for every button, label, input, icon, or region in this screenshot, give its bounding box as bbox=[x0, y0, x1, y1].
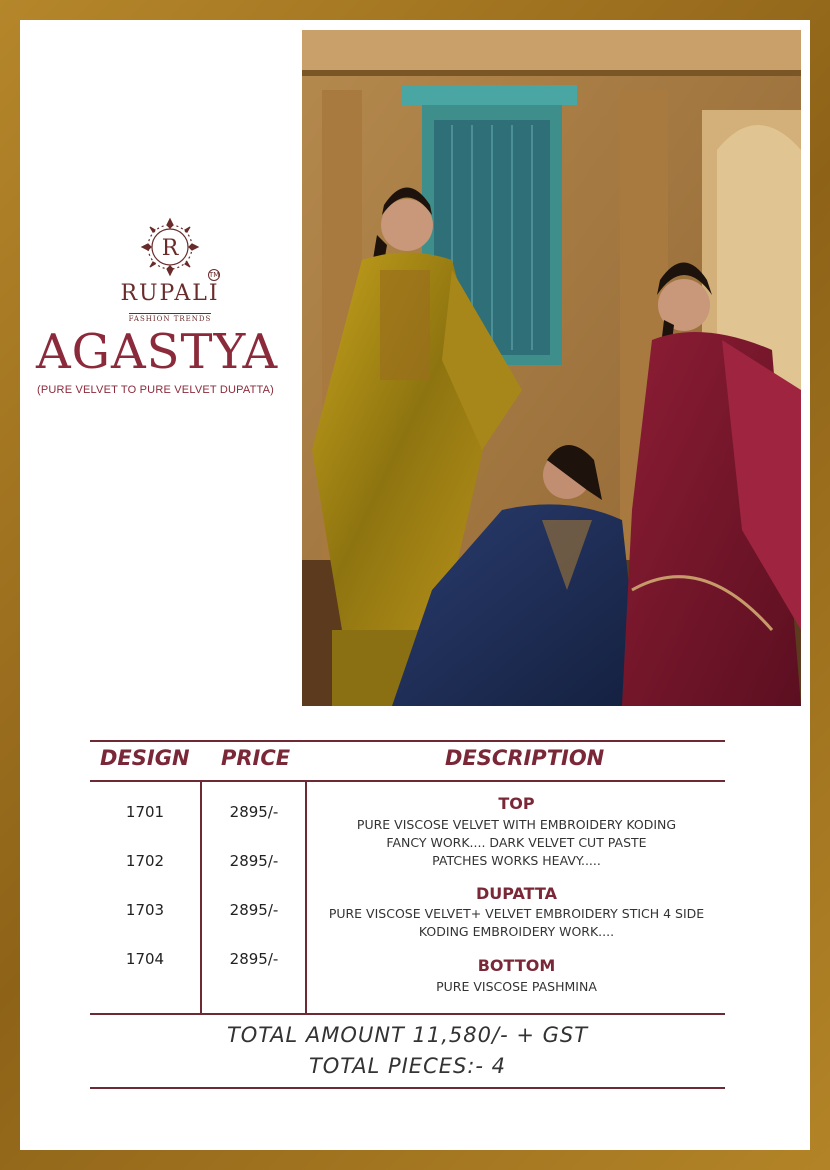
header-price: PRICE bbox=[221, 746, 291, 770]
table-row-design: 1702 bbox=[125, 852, 165, 870]
header-design: DESIGN bbox=[100, 746, 190, 770]
table-row-design: 1704 bbox=[125, 950, 165, 968]
brand-tagline: FASHION TRENDS bbox=[128, 315, 212, 323]
table-row-design: 1703 bbox=[125, 901, 165, 919]
total-amount: TOTAL AMOUNT 11,580/- + GST bbox=[226, 1023, 589, 1047]
description-bottom-line: PURE VISCOSE PASHMINA bbox=[436, 979, 597, 994]
description-dupatta-line: KODING EMBROIDERY WORK.... bbox=[418, 924, 615, 939]
table-row-design: 1701 bbox=[125, 803, 165, 821]
description-dupatta-title: DUPATTA bbox=[475, 884, 557, 903]
description-top-line: PATCHES WORKS HEAVY..... bbox=[432, 853, 601, 868]
trademark-badge: TM bbox=[209, 271, 220, 279]
three-models-photo-icon bbox=[302, 30, 801, 706]
models-photo bbox=[302, 30, 801, 706]
header-bottom-rule bbox=[90, 780, 725, 782]
header-description: DESCRIPTION bbox=[445, 746, 605, 770]
footer-rule bbox=[90, 1087, 725, 1089]
brand-name: RUPALI bbox=[120, 281, 220, 306]
description-bottom-title: BOTTOM bbox=[477, 956, 556, 975]
description-top-title: TOP bbox=[498, 794, 535, 813]
collection-title: AGASTYA bbox=[36, 324, 279, 380]
description-top-line: PURE VISCOSE VELVET WITH EMBROIDERY KODING bbox=[356, 817, 677, 832]
table-row-price: 2895/- bbox=[229, 803, 279, 821]
description-top-line: FANCY WORK.... DARK VELVET CUT PASTE bbox=[386, 835, 647, 850]
brand-logo bbox=[100, 215, 240, 325]
collection-subtitle: (PURE VELVET TO PURE VELVET DUPATTA) bbox=[37, 384, 275, 396]
monogram-emblem-icon bbox=[138, 215, 202, 279]
table-row-price: 2895/- bbox=[229, 852, 279, 870]
table-top-rule bbox=[90, 740, 725, 742]
table-row-price: 2895/- bbox=[229, 901, 279, 919]
total-pieces: TOTAL PIECES:- 4 bbox=[308, 1054, 507, 1078]
table-bottom-rule bbox=[90, 1013, 725, 1015]
table-row-price: 2895/- bbox=[229, 950, 279, 968]
monogram-letter: R bbox=[161, 236, 179, 261]
description-dupatta-line: PURE VISCOSE VELVET+ VELVET EMBROIDERY STICH 4 SIDE bbox=[328, 906, 705, 921]
